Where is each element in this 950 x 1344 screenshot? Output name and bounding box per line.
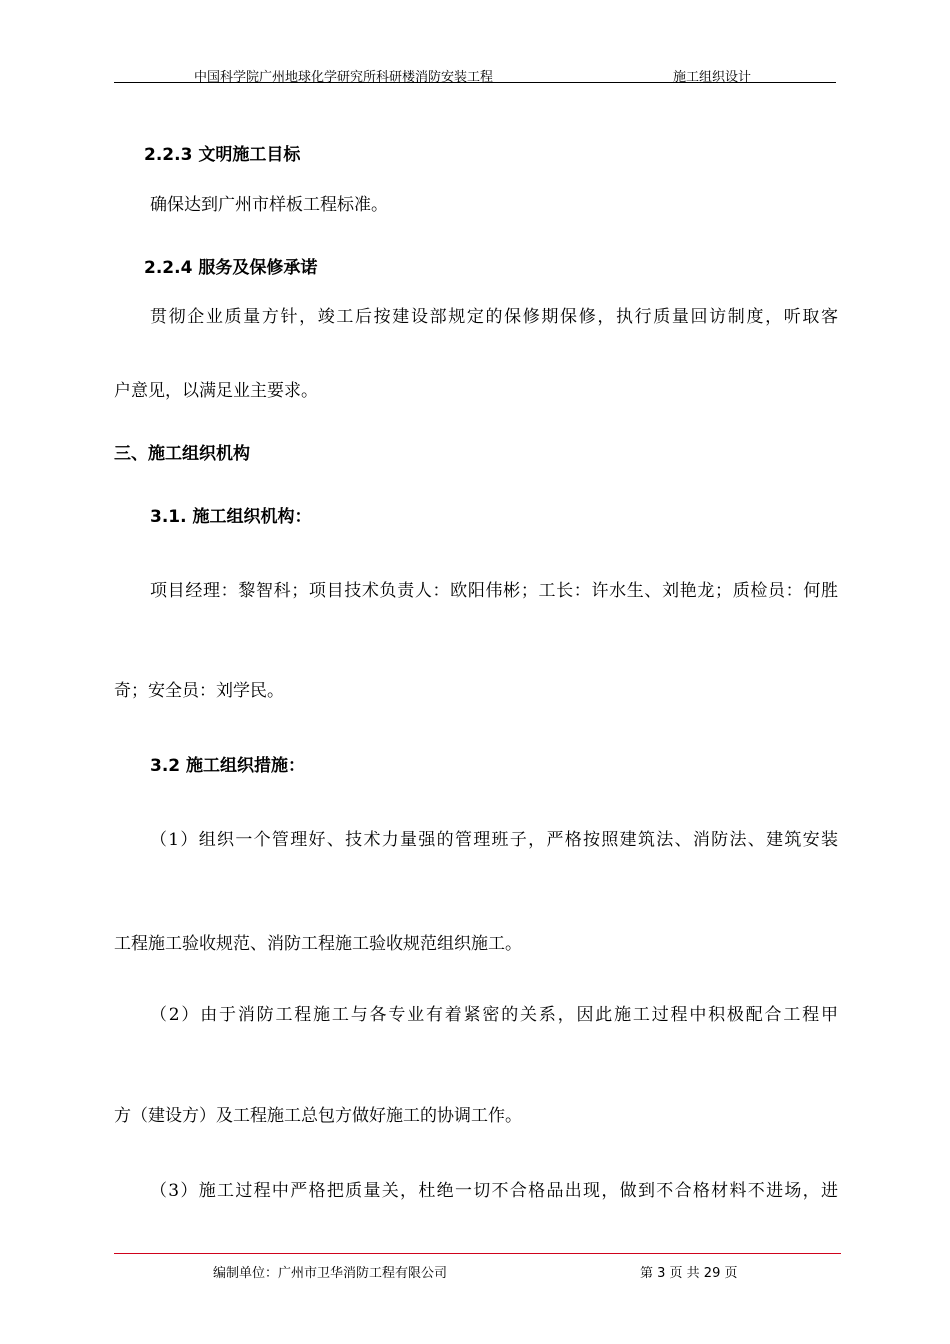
heading-2-2-4: 2.2.4 服务及保修承诺 <box>144 258 318 278</box>
header-document-type: 施工组织设计 <box>673 70 752 85</box>
footer-divider <box>114 1253 841 1254</box>
heading-section-3: 三、施工组织机构 <box>114 444 250 464</box>
heading-3-2: 3.2 施工组织措施： <box>150 756 306 776</box>
paragraph-3-2-1-line-1: （1）组织一个管理好、技术力量强的管理班子，严格按照建筑法、消防法、建筑安装 <box>150 830 838 850</box>
footer-company: 编制单位：广州市卫华消防工程有限公司 <box>213 1266 448 1281</box>
paragraph-2-2-3: 确保达到广州市样板工程标准。 <box>150 195 388 215</box>
header-project-title: 中国科学院广州地球化学研究所科研楼消防安装工程 <box>194 70 494 85</box>
paragraph-2-2-4-line-1: 贯彻企业质量方针，竣工后按建设部规定的保修期保修，执行质量回访制度，听取客 <box>150 307 838 327</box>
paragraph-3-2-2-line-1: （2）由于消防工程施工与各专业有着紧密的关系，因此施工过程中积极配合工程甲 <box>150 1005 838 1025</box>
paragraph-3-2-2-line-2: 方（建设方）及工程施工总包方做好施工的协调工作。 <box>114 1106 522 1126</box>
paragraph-3-2-1-line-2: 工程施工验收规范、消防工程施工验收规范组织施工。 <box>114 934 522 954</box>
heading-3-1: 3.1. 施工组织机构： <box>150 507 312 527</box>
heading-2-2-3: 2.2.3 文明施工目标 <box>144 145 301 165</box>
paragraph-3-1-line-2: 奇；安全员：刘学民。 <box>114 681 284 701</box>
footer-page-number: 第 3 页 共 29 页 <box>640 1266 738 1281</box>
paragraph-3-1-line-1: 项目经理：黎智科；项目技术负责人：欧阳伟彬；工长：许水生、刘艳龙；质检员：何胜 <box>150 581 838 601</box>
paragraph-3-2-3-line-1: （3）施工过程中严格把质量关，杜绝一切不合格品出现，做到不合格材料不进场，进 <box>150 1181 838 1201</box>
paragraph-2-2-4-line-2: 户意见，以满足业主要求。 <box>114 381 318 401</box>
header-divider <box>114 82 836 83</box>
